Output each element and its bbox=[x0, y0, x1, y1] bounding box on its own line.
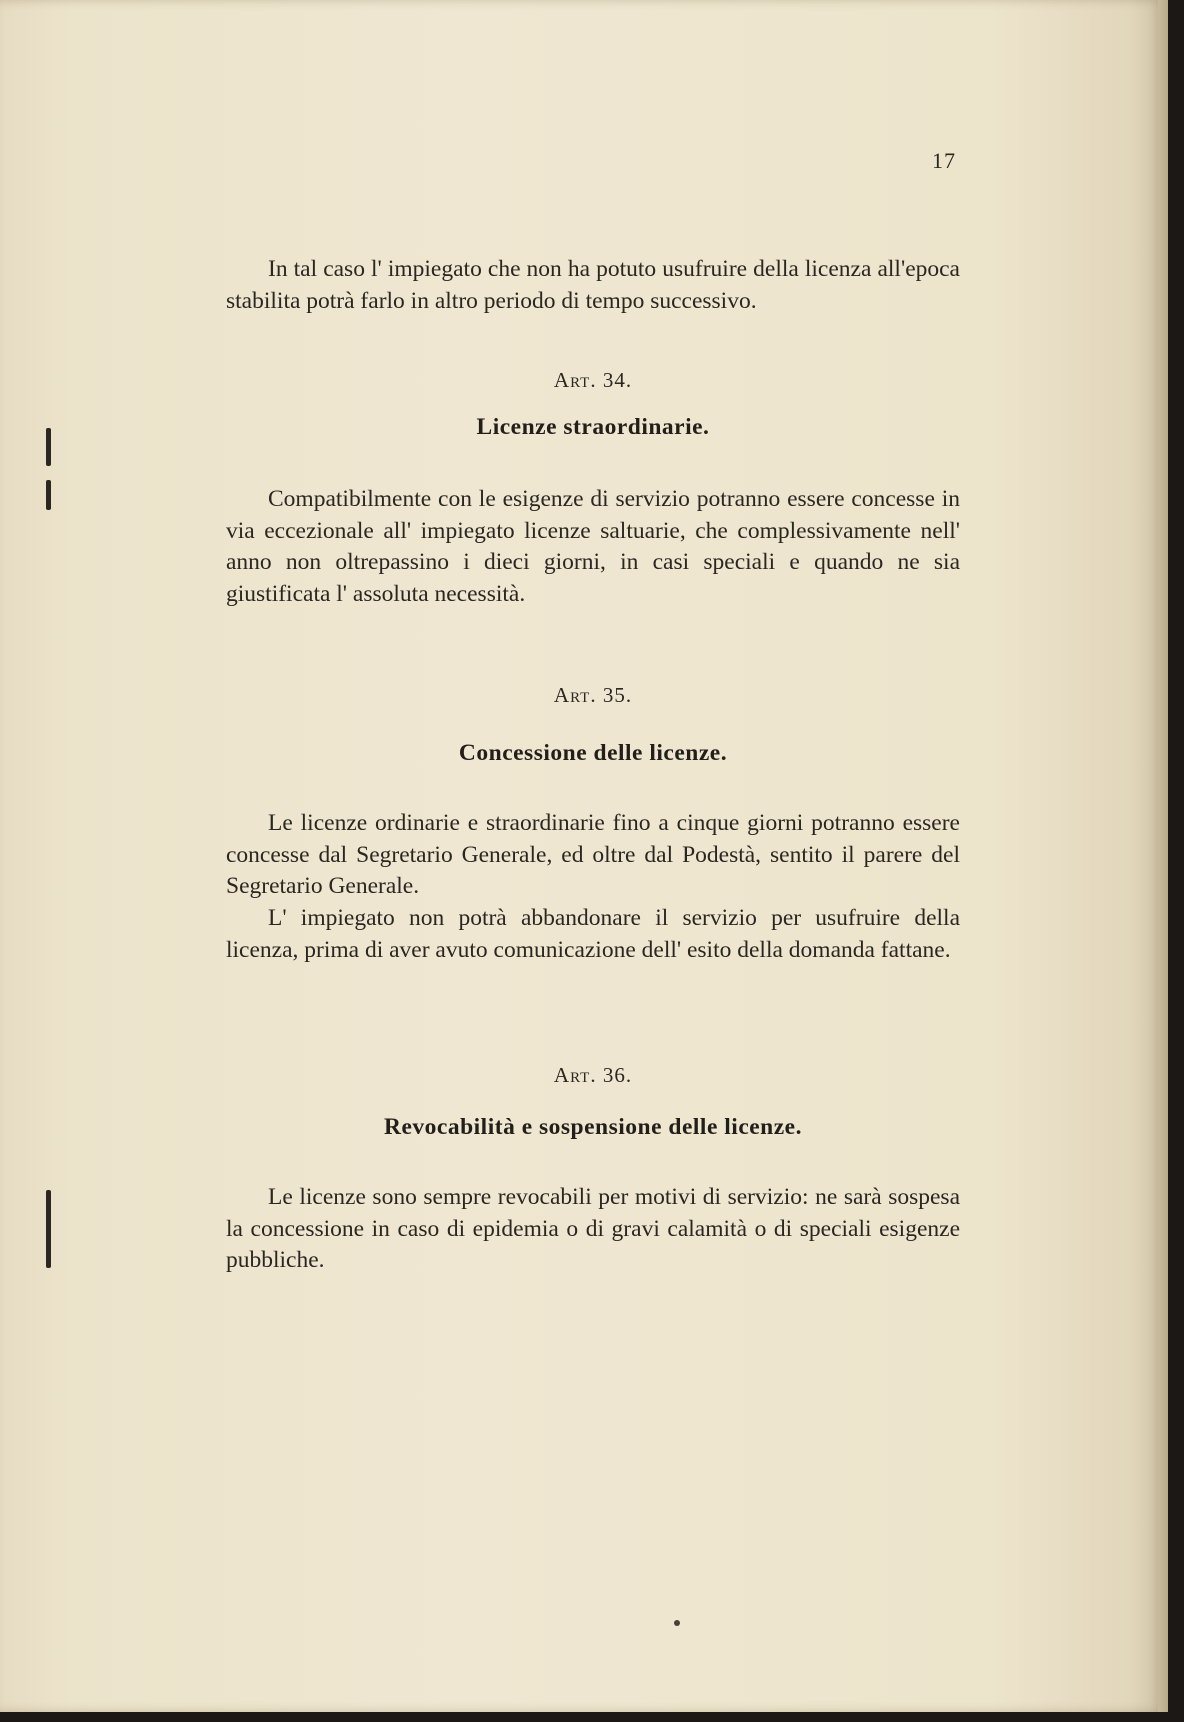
intro-paragraph: In tal caso l' impiegato che non ha potuto usufruire della licenza all'epoca stabilita potrà farlo in altro periodo di tempo successivo. bbox=[226, 256, 960, 314]
page-edge bbox=[1158, 0, 1168, 1712]
ink-spot bbox=[674, 1620, 680, 1626]
article-36-number bbox=[226, 1063, 960, 1088]
article-35-number bbox=[226, 683, 960, 708]
article-34-title: Licenze straordinarie. bbox=[476, 414, 710, 440]
article-35-paragraph-2: L' impiegato non potrà abbandonare il servizio per usufruire della licenza, prima di aver avuto comunicazione dell' esito della domanda fattane. bbox=[226, 905, 960, 963]
article-number: 34. bbox=[602, 368, 633, 392]
article-number: 36. bbox=[602, 1063, 633, 1087]
article-34-paragraph: Compatibilmente con le esigenze di servizio potranno essere concesse in via eccezionale all' impiegato licenze saltuarie, che complessivamente nell' anno non oltrepassino i dieci giorni, in casi speciali e quando ne sia giustificata l' assoluta necessità. bbox=[226, 486, 960, 607]
binding-staple bbox=[46, 428, 51, 466]
article-36-title: Revocabilità e sospensione delle licenze. bbox=[384, 1114, 802, 1140]
binding-staple bbox=[46, 480, 51, 510]
article-36-paragraph: Le licenze sono sempre revocabili per motivi di servizio: ne sarà sospesa la concessione in caso di epidemia o di gravi calamità o di speciali esigenze pubbliche. bbox=[226, 1184, 960, 1273]
article-34-number bbox=[226, 368, 960, 393]
article-label: Art. bbox=[553, 683, 597, 707]
article-35-title: Concessione delle licenze. bbox=[458, 740, 728, 766]
article-number: 35. bbox=[602, 683, 633, 707]
article-label: Art. bbox=[553, 1063, 597, 1087]
article-label: Art. bbox=[553, 368, 597, 392]
page-number: 17 bbox=[932, 148, 956, 173]
binding-staple bbox=[46, 1228, 51, 1268]
article-35-paragraph-1: Le licenze ordinarie e straordinarie fino a cinque giorni potranno essere concesse dal Segretario Generale, ed oltre dal Podestà, sentito il parere del Segretario Generale. bbox=[226, 810, 960, 899]
